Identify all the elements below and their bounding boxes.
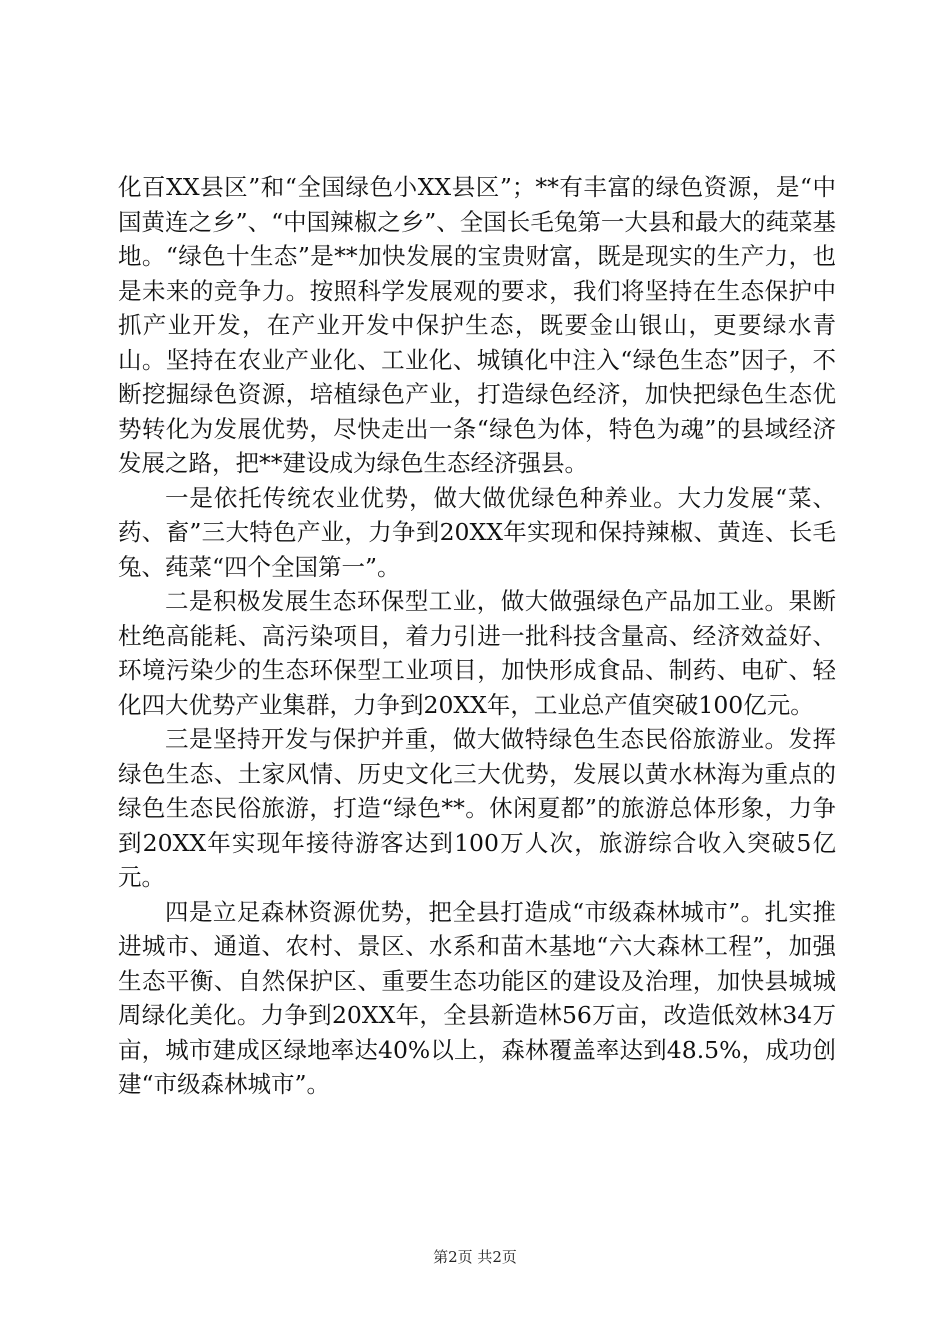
- paragraph-item-4: 四是立足森林资源优势，把全县打造成“市级森林城市”。扎实推进城市、通道、农村、景区、水系和苗木基地“六大森林工程”，加强生态平衡、自然保护区、重要生态功能区的建设及治理，加快县城城周绿化美化。力争到20XX年，全县新造林56万亩，改造低效林34万亩，城市建成区绿地率达40%以上，森林覆盖率达到48.5%，成功创建“市级森林城市”。: [118, 897, 836, 1098]
- document-body: [118, 170, 836, 1102]
- paragraph-intro: 化百XX县区”和“全国绿色小XX县区”；**有丰富的绿色资源，是“中国黄连之乡”、“中国辣椒之乡”、全国长毛兔第一大县和最大的莼菜基地。“绿色十生态”是**加快发展的宝贵财富，既是现实的生产力，也是未来的竞争力。按照科学发展观的要求，我们将坚持在生态保护中抓产业开发，在产业开发中保护生态，既要金山银山，更要绿水青山。坚持在农业产业化、工业化、城镇化中注入“绿色生态”因子，不断挖掘绿色资源，培植绿色产业，打造绿色经济，加快把绿色生态优势转化为发展优势，尽快走出一条“绿色为体，特色为魂”的县域经济发展之路，把**建设成为绿色生态经济强县。: [118, 173, 836, 477]
- paragraph-item-3: 三是坚持开发与保护并重，做大做特绿色生态民俗旅游业。发挥绿色生态、土家风情、历史文化三大优势，发展以黄水林海为重点的绿色生态民俗旅游，打造“绿色**。休闲夏都”的旅游总体形象，力争到20XX年实现年接待游客达到100万人次，旅游综合收入突破5亿元。: [118, 725, 836, 891]
- page-footer: 第2页 共2页: [433, 1248, 517, 1266]
- paragraph-item-2: 二是积极发展生态环保型工业，做大做强绿色产品加工业。果断杜绝高能耗、高污染项目，着力引进一批科技含量高、经济效益好、环境污染少的生态环保型工业项目，加快形成食品、制药、电矿、轻化四大优势产业集群，力争到20XX年，工业总产值突破100亿元。: [118, 587, 836, 719]
- paragraph-item-1: 一是依托传统农业优势，做大做优绿色种养业。大力发展“菜、药、畜”三大特色产业，力争到20XX年实现和保持辣椒、黄连、长毛兔、莼菜“四个全国第一”。: [118, 483, 836, 581]
